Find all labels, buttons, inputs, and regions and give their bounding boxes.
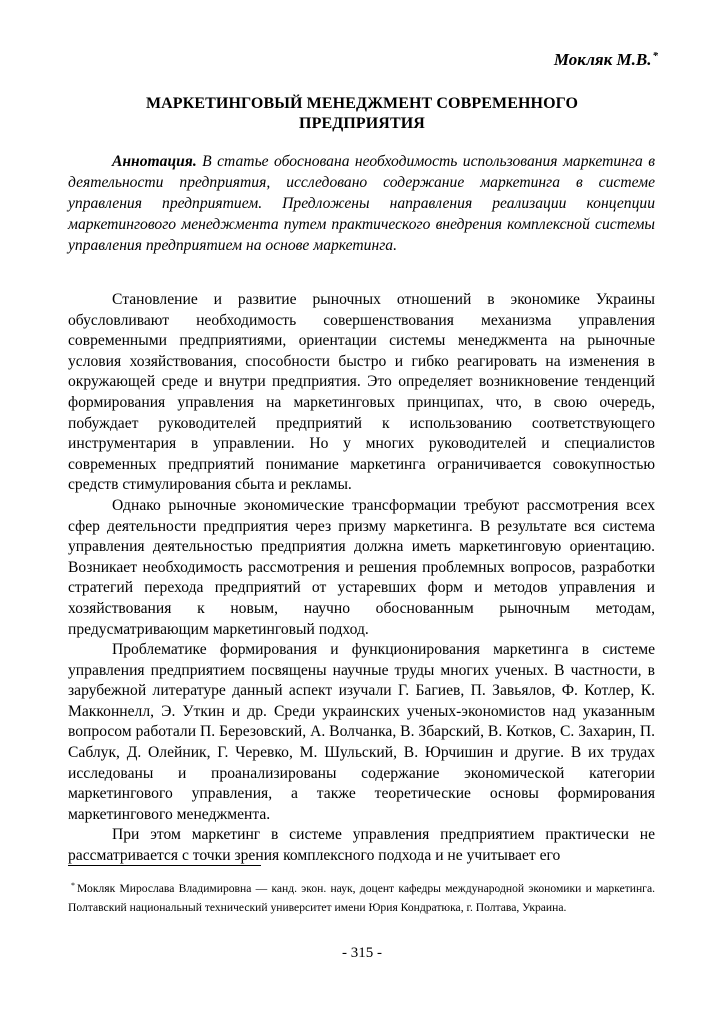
body-paragraph: Проблематике формирования и функционирования маркетинга в системе управления предприятием посвящены научные труды многих ученых. В частности, в зарубежной литературе данный аспект изучали Г. Багиев, П. Завьялов, Ф. Котлер, К. Макконнелл, Э. Уткин и др. Среди украинских ученых-экономистов над указанным вопросом работали П. Березовский, А. Волчанка, В. Збарский, В. Котков, С. Захарин, П. Саблук, Д. Олейник, Г. Черевко, М. Шульский, В. Юрчишин и другие. В их трудах исследованы и проанализированы содержание экономической категории маркетингового управления, а также теоретические основы формирования маркетингового менеджмента. (68, 641, 655, 823)
article-title-line-2: ПРЕДПРИЯТИЯ (299, 115, 425, 132)
body-paragraph: Становление и развитие рыночных отношений в экономике Украины обусловливают необходимость совершенствования механизма управления современными предприятиями, ориентации системы менеджмента на рыночные условия хозяйствования, способности быстро и гибко реагировать на изменения в окружающей среде и внутри предприятия. Это определяет возникновение тенденций формирования управления на маркетинговых принципах, что, в свою очередь, побуждает руководителей предприятий к использованию соответствующего инструментария в управлении. Но у многих руководителей и специалистов современных предприятий понимание маркетинга ограничивается совокупностью средств стимулирования сбыта и рекламы. (68, 291, 655, 494)
footnote-text: Мокляк Мирослава Владимировна — канд. экон. наук, доцент кафедры международной экономики и маркетинга. Полтавский национальный технический университет имени Юрия Кондратюка, г. Полтава, Украина. (68, 882, 655, 914)
abstract-text: В статье обоснована необходимость использования маркетинга в деятельности предприятия, исследовано содержание маркетинга в системе управления предприятием. Предложены направления реализации концепции маркетингового менеджмента путем практического внедрения комплексной системы управления предприятием на основе маркетинга. (68, 153, 656, 254)
footnote (68, 877, 655, 917)
author-name (554, 50, 658, 70)
article-body (68, 290, 655, 867)
footnote-mark: * (71, 881, 75, 890)
abstract-label: Аннотация. (112, 153, 197, 170)
page-number: - 315 - (342, 945, 382, 961)
footnote-marker: * (652, 50, 658, 62)
abstract (68, 152, 655, 257)
body-paragraph: Однако рыночные экономические трансформации требуют рассмотрения всех сфер деятельности предприятия через призму маркетинга. В результате вся система управления деятельностью предприятия должна иметь маркетинговую ориентацию. Возникает необходимость рассмотрения и решения проблемных вопросов, разработки стратегий перехода предприятий от устаревших форм и методов управления и хозяйствования к новым, научно обоснованным рыночным методам, предусматривающим маркетинговый подход. (68, 496, 655, 638)
article-title (66, 94, 658, 134)
article-title-line-1: МАРКЕТИНГОВЫЙ МЕНЕДЖМЕНТ СОВРЕМЕННОГО (145, 95, 579, 112)
body-paragraph: При этом маркетинг в системе управления предприятием практически не рассматривается с точки зрения комплексного подхода и не учитывает его (68, 826, 655, 865)
footnote-divider (68, 865, 261, 866)
author-name-text: Мокляк М.В. (553, 50, 652, 69)
